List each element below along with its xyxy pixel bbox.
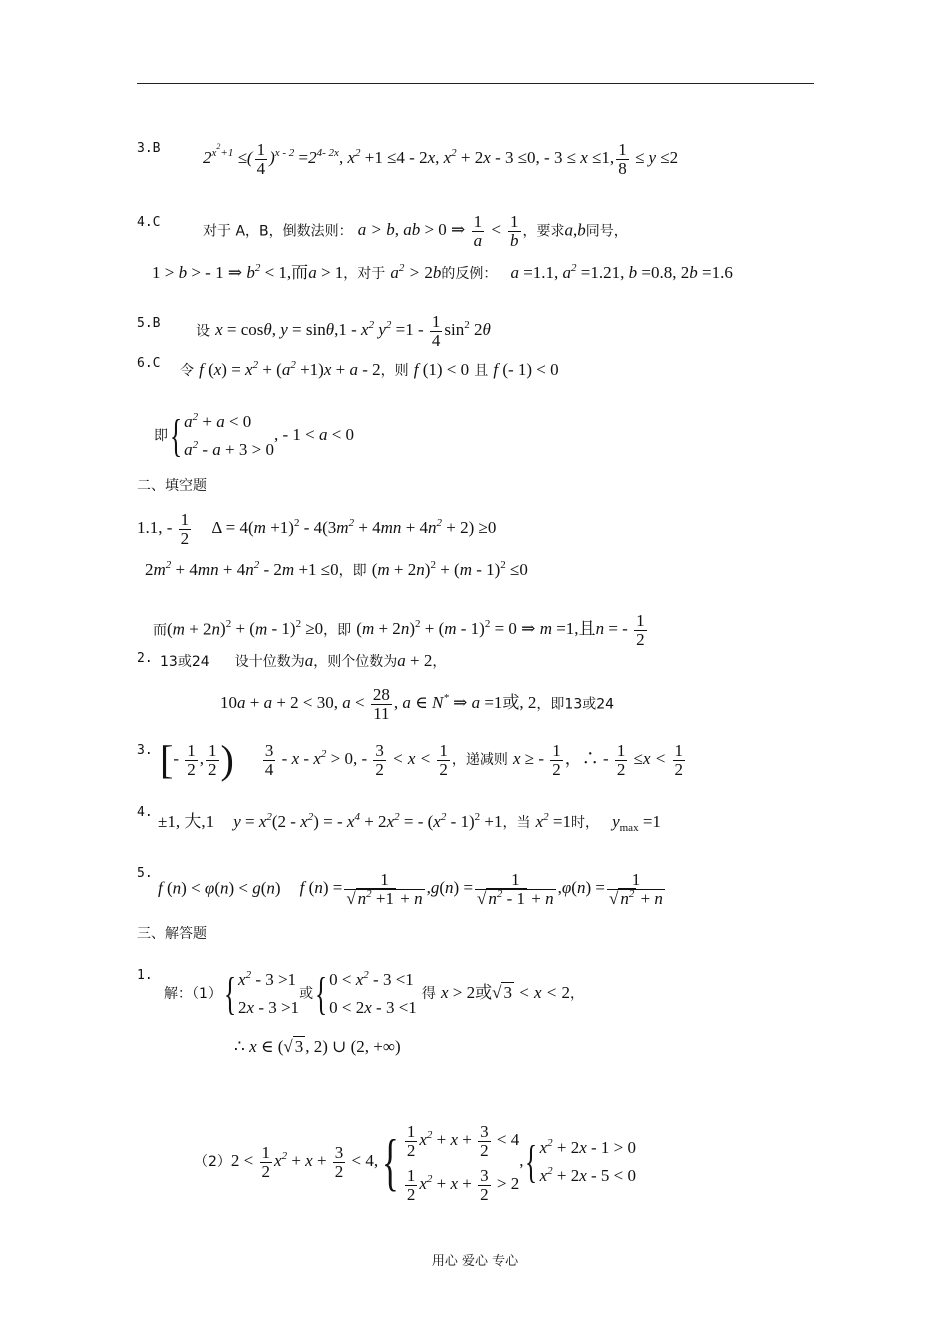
answer-4-intro: 对于 A，B，倒数法则：: [203, 223, 353, 240]
fill-2-line2: 10a + a + 2 < 30, a < $\frac{28}{11}$ , a ∈ N* ⇒ a =1或, 2，即13或24: [220, 685, 615, 723]
answer-6-line2: 即{ $a^2 + a < 0$ $a^2 - a + 3 > 0$ , - 1 < a < 0: [154, 410, 355, 461]
fill-1-ie: ，即: [338, 563, 367, 579]
answer-4-line2: 1 > b > - 1 ⇒ $b^2 < 1$,而a > 1，对于 $a^2 > 2b$的反例： a =1.1, $a^2 =1.21$, b =0.8, 2b =1.6: [152, 262, 733, 282]
answer-4-require: ，要求: [522, 223, 565, 240]
fill-2-units: ，则个位数为: [313, 654, 398, 670]
fill-1-but: 而: [153, 622, 167, 639]
answer-label-4: 4.C: [137, 215, 161, 230]
fill-2-tens: 设十位数为: [234, 654, 305, 670]
solution-1-get: 得: [421, 985, 436, 1002]
solution-1-or: 或: [299, 985, 314, 1002]
answer-label-5: 5.B: [137, 316, 161, 331]
section-solution-heading: 三、解答题: [137, 926, 207, 942]
section-fill-in-heading: 二、填空题: [137, 478, 207, 494]
fill-5-math: f (n) < φ(n) < g(n) f (n) = $\frac{1}{√ n^2 +1 + n}$ ,g(n) = $\frac{1}{√ n^2 - 1 + n}$ ,φ(n) = $\frac{1}{√ n^2 + n}$: [158, 870, 663, 908]
fill-2-line1: 13或24 设十位数为a，则个位数为a + 2，: [160, 651, 447, 670]
solution-label-1: 1.: [137, 968, 153, 983]
answer-3-math: $2^{x^2+1}$ ≤( $\frac{1}{4}$ )$^{x - 2} =2^{4- 2x}$, $x^2 +1 \le 4 - 2x$, $x^2 + 2x - 3 \le 0$, - 3 ≤ x ≤1, $\frac{1}{8}$ ≤ y ≤2: [203, 140, 679, 178]
solution-1-part2: （2）2 < $\frac{1}{2}$ $x^2 + x$ + $\frac{3}{2}$ < 4,{ $\frac{1}{2}$ $x^2 + x$ + $\frac{3}{2}$ < 4 $\frac{1}{2}$ $x^2 + x$ + $\frac{3}{2}$ > 2 ,{ $x^2 + 2x - 1 > 0$ $x^2 + 2x - 5 < 0$: [194, 1121, 637, 1204]
answer-6-ie: 即: [154, 427, 168, 444]
fill-2-answer2: 13或24: [564, 696, 615, 713]
answer-4-same-sign: 同号，: [585, 223, 628, 240]
answer-4-for: ，对于: [343, 266, 386, 282]
fill-4-math: ±1, 大,1 $y = x^2(2 - x^2)$ = - $x^4 + 2x^2$ = - $(x^2 - 1)^2 +1$，当 $x^2 =1$时， $y_{max} =1$: [158, 811, 661, 834]
answer-label-3: 3.B: [137, 141, 161, 156]
header-rule: [137, 83, 814, 84]
solution-1-part2-label: （2）: [194, 1153, 231, 1170]
fill-label-4: 4.: [137, 805, 153, 820]
answer-label-6: 6.C: [137, 356, 161, 371]
answer-4-counterexample: 的反例：: [441, 266, 498, 282]
fill-1-line1: 1.1, - $\frac{1}{2}$ $\Delta = 4(m +1)^2 - 4(3m^2 + 4mn + 4n^2 + 2) \ge 0$: [137, 510, 497, 548]
solution-1-part1: 解：（1）{ $x^2 - 3 >1$ 2x - 3 >1 或{ $0 < x^2 - 3 <1$ 0 < 2x - 3 <1 得 x > 2或√ 3 < x < 2，: [164, 968, 584, 1019]
fill-3-math: [- $\frac{1}{2}$ , $\frac{1}{2}$ ) $\frac{3}{4}$ - $x - x^2 > 0$, - $\frac{3}{2}$ < x < $\frac{1}{2}$ ，递减则 x ≥ - $\frac{1}{2}$ ，∴ - $\frac{1}{2}$ ≤x < $\frac{1}{2}$: [160, 737, 684, 782]
fill-label-2: 2.: [137, 651, 153, 666]
answer-6-let: 令: [180, 363, 194, 379]
answer-6-then: ，则: [380, 363, 409, 379]
answer-6-and: 且: [474, 363, 489, 379]
fill-1-ie2: ，即: [323, 622, 352, 639]
page-footer: 用心 爱心 专心: [431, 1254, 519, 1269]
fill-1-line3: 而$(m + 2n)^2 + (m - 1)^2 \ge 0$，即 $(m + 2n)^2 + (m - 1)^2 = 0$ ⇒ m =1,且n = - $\frac{1}{2}$: [153, 611, 645, 649]
solution-1-result: ∴ x ∈ (√ 3 , 2) ∪ (2, +∞): [234, 1037, 401, 1056]
fill-4-when: ，当: [502, 815, 531, 831]
fill-label-5: 5.: [137, 866, 153, 881]
solution-1-part1-label: 解：（1）: [164, 985, 222, 1002]
answer-5-let: 设: [196, 323, 210, 340]
fill-2-ie: ，即: [536, 696, 565, 713]
answer-5-math: 设 x = cosθ, $y = \sin\theta,1 - x^2$ $y^2 =1$ - $\frac{1}{4}$ $\sin^2 2\theta$: [196, 312, 491, 350]
fill-1-line2: $2m^2 + 4mn + 4n^2 - 2m +1 \le 0$，即 $(m + 2n)^2 + (m - 1)^2 \le 0$: [145, 559, 528, 579]
answer-4-line1: 对于 A，B，倒数法则： a > b, ab > 0 ⇒ $\frac{1}{a}$ < $\frac{1}{b}$ ，要求a,b同号，: [203, 212, 628, 250]
answer-6-line1: 令 f $(x) = x^2 + (a^2 +1)x + a - 2$，则 f (1) < 0 且 f (- 1) < 0: [180, 359, 559, 379]
fill-4-time: 时，: [570, 815, 599, 831]
fill-label-3: 3.: [137, 743, 153, 758]
fill-3-decreasing: ，递减则: [451, 751, 508, 768]
fill-2-answer: 13或24: [160, 654, 210, 670]
